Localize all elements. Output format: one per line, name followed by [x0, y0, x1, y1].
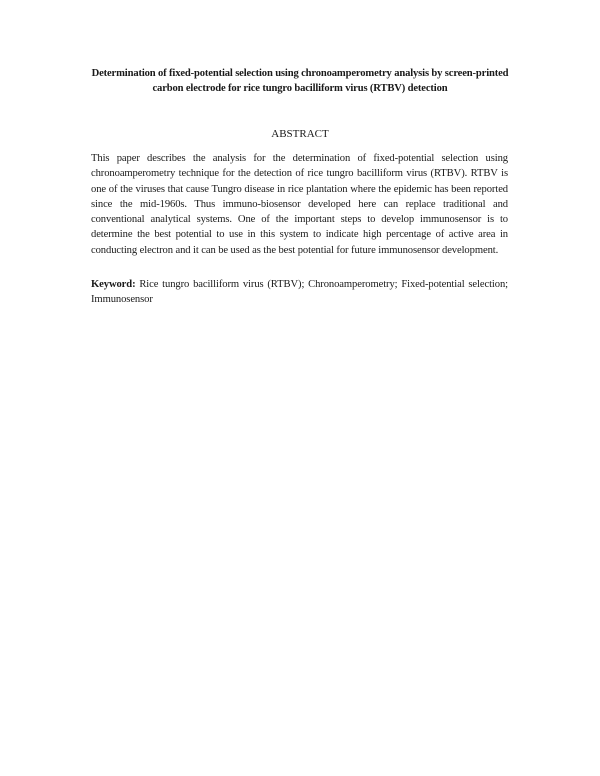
abstract-heading: ABSTRACT — [271, 128, 329, 140]
abstract-body: This paper describes the analysis for the determination of fixed-potential selection using chronoamperometry technique for the detection of rice tungro bacilliform virus (RTBV). RTBV is one of the viruses that cause Tungro disease in rice plantation where the epidemic has been reported since the mid-1960s. Thus immuno-biosensor developed here can replace traditional and conventional analytical systems. One of the important steps to develop immunosensor is to determine the best potential to use in this system to indicate high percentage of active area in conducting electron and it can be used as the best potential for future immunosensor development. — [91, 153, 508, 256]
paper-title: Determination of fixed-potential selection using chronoamperometry analysis by screen-printed carbon electrode for rice tungro bacilliform virus (RTBV) detection — [91, 68, 509, 94]
keywords-text: Rice tungro bacilliform virus (RTBV); Chronoamperometry; Fixed-potential selection; Immunosensor — [91, 279, 508, 306]
keywords-paragraph — [91, 277, 508, 308]
keywords-label: Keyword: — [91, 279, 136, 290]
